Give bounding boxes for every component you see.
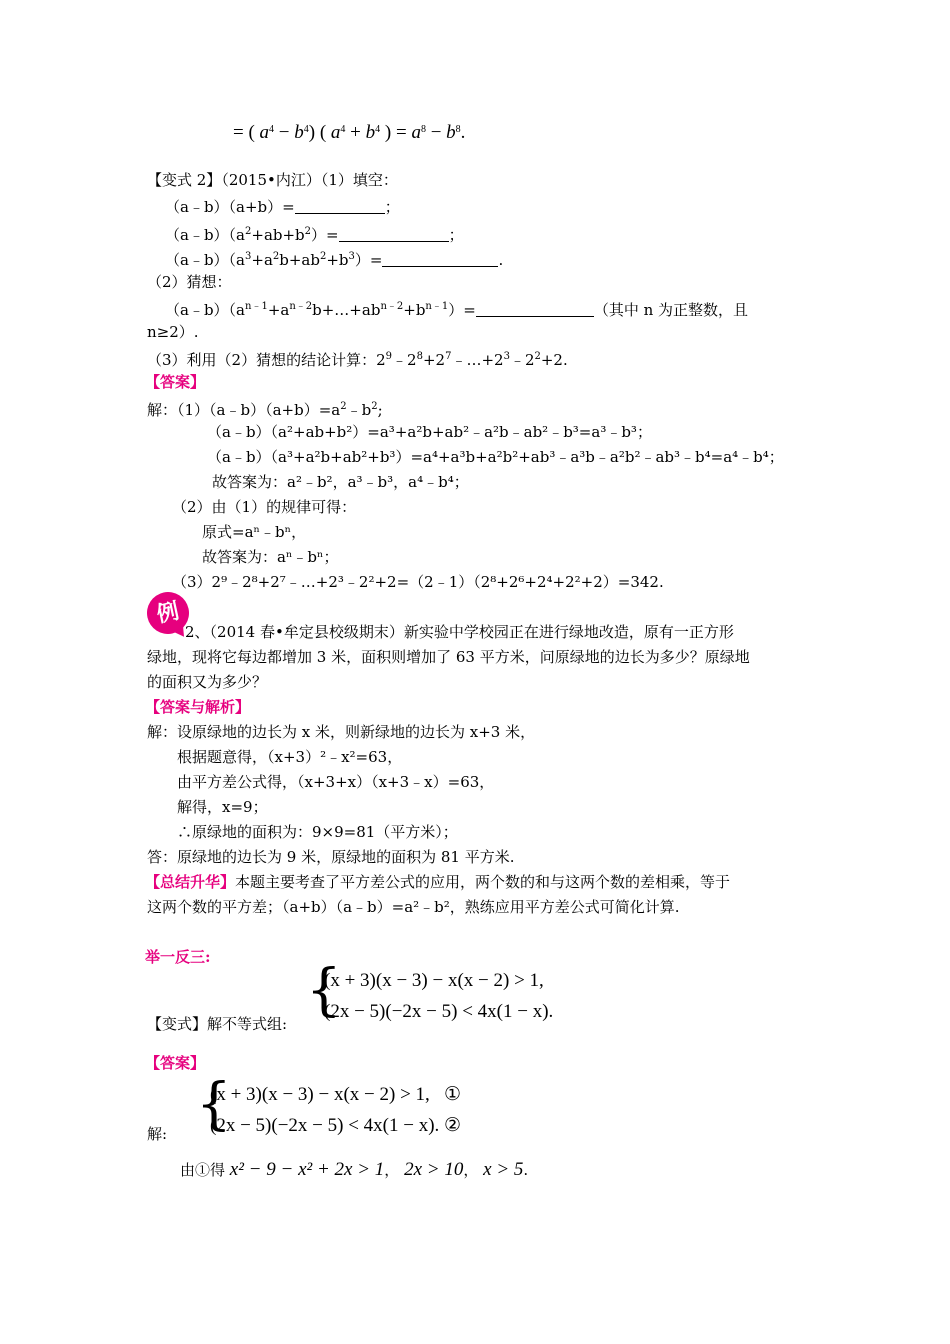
use-text: （3）利用（2）猜想的结论计算：2 [147,351,386,369]
exp: n﹣2 [380,301,404,312]
var-a: a [259,122,270,143]
guess-text: b+…+ab [312,301,381,319]
answer3-ineq1 [210,1085,461,1105]
punct: ； [384,198,400,216]
variant2-guess [165,297,748,320]
summary-text: 本题主要考查了平方差公式的应用，两个数的和与这两个数的差相乘，等于 [235,873,731,891]
q3-text: ）= [354,251,383,269]
answer2-line1: 解：设原绿地的边长为 x 米，则新绿地的边长为 x+3 米， [147,723,536,741]
use-text: ﹣2 [509,351,535,369]
summary-label: 【总结升华】 [145,873,236,891]
guess-tail: （其中 n 为正整数，且 [593,301,749,319]
plus: + [350,122,361,143]
q3-text: b+ab [279,251,320,269]
answer2-label: 【答案与解析】 [145,698,251,716]
answer-blank [476,302,594,317]
answer1-label: 【答案】 [145,373,206,391]
practice-ineq2: (2x − 5)(−2x − 5) < 4x(1 − x). [324,1001,554,1022]
var-b: b [365,122,376,143]
ineq-text: (2x − 5)(−2x − 5) < 4x(1 − x). [210,1115,440,1136]
q3-text: +b [326,251,349,269]
q1-text: （a﹣b）（a+b）= [165,198,295,216]
paren: ( [319,122,327,143]
example2-p2: 绿地，现将它每边都增加 3 米，面积则增加了 63 平方米，问原绿地的边长为多少？原绿地 [147,648,750,666]
result-expr: x > 5 [483,1159,524,1180]
result-label: 由①得 [180,1161,226,1179]
q2-text: +ab+b [251,226,305,244]
variant-label: 【变式 2】 [147,171,222,189]
answer3-jie: 解: [147,1125,168,1143]
exp: n﹣1 [425,301,449,312]
q3-text: +a [251,251,273,269]
paren: ) [308,122,316,143]
punct: ， [463,1161,479,1179]
exp: 4 [375,124,381,135]
exp: 3 [503,351,510,362]
guess-text: +a [267,301,290,319]
result-expr: 2x > 10 [404,1159,464,1180]
eq-sign: = [233,122,244,143]
minus: − [430,122,442,143]
answer1-line6: 原式=aⁿ﹣bⁿ， [202,523,307,541]
result-expr: x² − 9 − x² + 2x > 1 [229,1159,385,1180]
summary-line1 [145,872,730,892]
practice-ineq1: (x + 3)(x − 3) − x(x − 2) > 1, [324,970,544,991]
use-text: +2 [422,351,446,369]
eq-sign: = [395,122,407,143]
exp: 8 [420,124,426,135]
answer2-line3: 由平方差公式得，（x+3+x）（x+3﹣x）=63， [177,773,495,791]
exp: 2 [340,401,347,412]
exp: 2 [534,351,541,362]
exp: 2 [319,251,327,262]
punct: . [498,251,504,269]
exp: 8 [455,124,461,135]
answer3-brace: { [196,1072,232,1137]
example-badge: 例 [143,588,193,638]
punct: ; [377,401,383,419]
example2-p1: 2、（2014 春•牟定县校级期末）新实验中学校园正在进行绿地改造，原有一正方形 [185,623,734,641]
guess-text: （a﹣b）（a [165,301,245,319]
variant-label: 【变式】 [147,1015,208,1033]
use-text: ﹣2 [392,351,417,369]
exp: n﹣1 [245,301,268,312]
period: . [460,122,466,143]
paren: ) [384,122,392,143]
circled-mark: ② [444,1115,462,1136]
exp: 2 [245,226,252,237]
var-b: b [294,122,304,143]
answer1-line4: 故答案为：a²﹣b²，a³﹣b³，a⁴﹣b⁴； [212,473,469,491]
answer1-line7: 故答案为：aⁿ﹣bⁿ； [202,548,339,566]
variant-source: （2015•内江）（1）填空： [221,171,398,189]
answer1-line1 [147,397,383,420]
exp: 2 [371,401,378,412]
practice-brace: { [306,958,342,1023]
exp: n﹣2 [289,301,313,312]
guess-text: +b [403,301,426,319]
exp: 2 [272,251,280,262]
variant2-q1 [165,197,400,217]
example2-p3: 的面积又为多少？ [147,673,268,691]
top-equation [233,120,465,143]
var-a: a [411,122,421,143]
answer3-label: 【答案】 [145,1054,206,1072]
variant2-guess-cont [147,322,199,342]
answer1-line8: （3）2⁹﹣2⁸+2⁷﹣…+2³﹣2²+2=（2﹣1）（2⁸+2⁶+2⁴+2²+2）=342. [172,573,664,591]
q3-text: （a﹣b）（a [165,251,245,269]
answer2-line5: ∴原绿地的面积为：9×9=81（平方米）； [177,823,458,841]
exp: 3 [348,251,355,262]
guess-label: （2）猜想： [147,273,232,291]
practice-heading: 举一反三: [145,948,211,966]
circled-mark: ① [444,1084,462,1105]
var-a: a [330,122,341,143]
punct: ， [384,1161,400,1179]
var-b: b [446,122,456,143]
answer3-result [180,1160,528,1180]
answer2-line2: 根据题意得，（x+3）²﹣x²=63， [177,748,403,766]
exp: 4 [303,124,309,135]
paren: ( [248,122,255,143]
guess-tail: n≥2）. [147,323,199,341]
exp: 4 [340,124,346,135]
answer1-line2: （a﹣b）（a²+ab+b²）=a³+a²b+ab²﹣a²b﹣ab²﹣b³=a³﹣b³； [207,423,652,441]
variant2-use [147,347,568,370]
exp: 2 [304,226,312,237]
use-text: +2. [540,351,568,369]
variant2-q2 [165,222,464,245]
ans-text: ﹣b [346,401,372,419]
use-text: ﹣…+2 [451,351,504,369]
answer2-line4: 解得，x=9； [177,798,268,816]
exp: 4 [269,124,275,135]
summary-line2: 这两个数的平方差；（a+b）（a﹣b）=a²﹣b²，熟练应用平方差公式可简化计算. [147,898,680,916]
answer-blank [295,199,385,214]
q2-text: ）= [311,226,339,244]
punct: ； [448,226,464,244]
variant-text: 解不等式组: [207,1015,288,1033]
answer2-line6: 答：原绿地的边长为 9 米，原绿地的面积为 81 平方米. [147,848,515,866]
answer-blank [339,227,449,242]
period: . [523,1161,529,1179]
guess-text: ）= [448,301,476,319]
variant2-guess-label [147,272,232,292]
ans-text: 解：（1）（a﹣b）（a+b）=a [147,401,341,419]
exp: 3 [245,251,252,262]
practice-variant [147,1014,287,1034]
exp: 8 [416,351,423,362]
answer1-line5: （2）由（1）的规律可得： [172,498,357,516]
answer-blank [382,252,498,267]
answer1-line3: （a﹣b）（a³+a²b+ab²+b³）=a⁴+a³b+a²b²+ab³﹣a³b﹣a²b²﹣ab³﹣b⁴=a⁴﹣b⁴； [207,448,784,466]
exp: 7 [445,351,452,362]
variant2-heading [147,170,398,190]
ineq-text: (x + 3)(x − 3) − x(x − 2) > 1, [210,1084,430,1105]
minus: − [278,122,290,143]
variant2-q3 [165,247,503,270]
answer3-ineq2 [210,1116,461,1136]
exp: 9 [385,351,393,362]
q2-text: （a﹣b）（a [165,226,245,244]
